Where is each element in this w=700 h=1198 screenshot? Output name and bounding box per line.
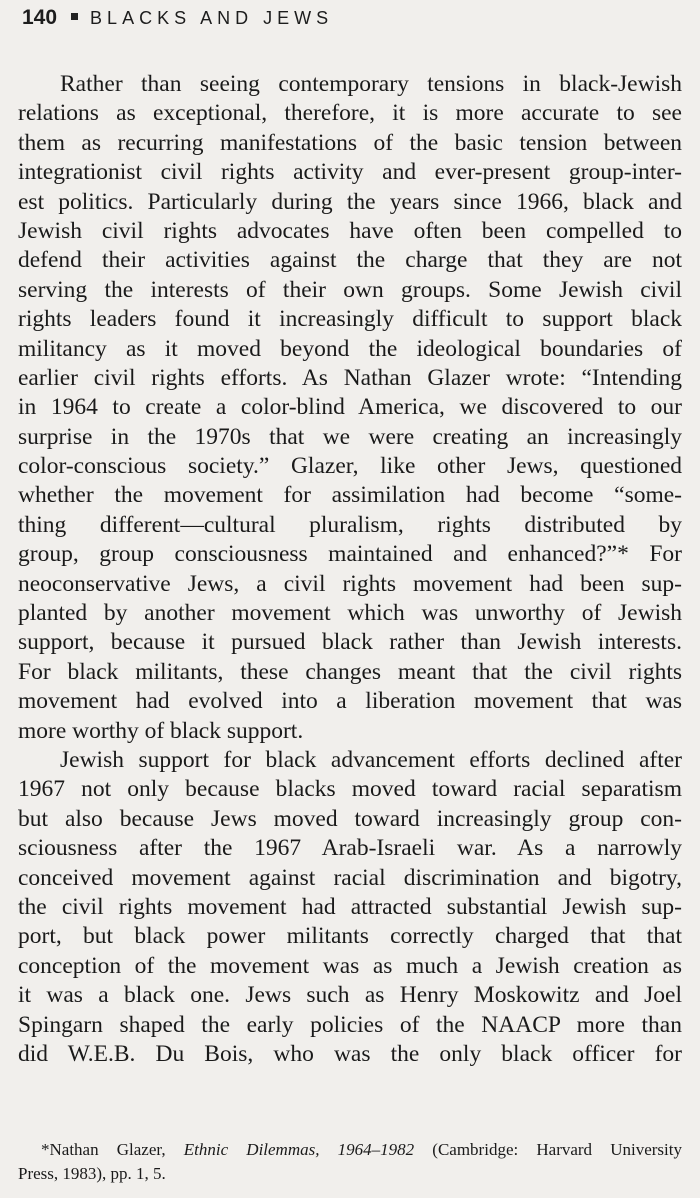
text-line: militancy as it moved beyond the ideological boundaries of [18,335,682,362]
text-line: color-conscious society.” Glazer, like other Jews, questioned [18,453,682,480]
text-line: est politics. Particularly during the years since 1966, black and [18,188,682,215]
text-line: integrationist civil rights activity and ever-present group-inter- [18,159,682,186]
body-text [18,70,682,1069]
text-line: planted by another movement which was unworthy of Jewish [18,600,682,627]
text-line: the civil rights movement had attracted substantial Jewish sup- [18,893,682,920]
square-bullet-icon [71,13,78,20]
text-line: whether the movement for assimilation had become “some- [18,482,682,509]
text-line: Spingarn shaped the early policies of the NAACP more than [18,1011,682,1038]
text-line: neoconservative Jews, a civil rights movement had been sup- [18,570,682,597]
text-line: more worthy of black support. [18,717,304,744]
text-line: thing different—cultural pluralism, rights distributed by [18,511,682,538]
text-line: but also because Jews moved toward increasingly group con- [18,805,682,832]
text-line: it was a black one. Jews such as Henry Moskowitz and Joel [18,982,682,1009]
footnote-line: Press, 1983), pp. 1, 5. [18,1164,166,1183]
running-head [22,6,333,30]
text-line: For black militants, these changes meant that the civil rights [18,658,682,685]
text-line: serving the interests of their own groups. Some Jewish civil [18,276,682,303]
footnote-citation-publisher: (Cambridge: Harvard University [414,1140,682,1159]
text-line: movement had evolved into a liberation movement that was [18,688,682,715]
text-line: earlier civil rights efforts. As Nathan Glazer wrote: “Intending [18,364,682,391]
text-line: rights leaders found it increasingly difficult to support black [18,306,682,333]
text-line: them as recurring manifestations of the basic tension between [18,129,682,156]
text-line: conceived movement against racial discrimination and bigotry, [18,864,682,891]
text-line: defend their activities against the charge that they are not [18,247,682,274]
text-line: conception of the movement was as much a Jewish creation as [18,952,682,979]
text-line: Rather than seeing contemporary tensions in black-Jewish [60,71,682,97]
text-line: in 1964 to create a color-blind America, we discovered to our [18,394,682,421]
running-title: BLACKS AND JEWS [90,8,334,28]
footnote-book-title: Ethnic Dilemmas, 1964–1982 [183,1140,415,1159]
text-line: support, because it pursued black rather than Jewish interests. [18,629,682,656]
text-line: did W.E.B. Du Bois, who was the only black officer for [18,1040,682,1067]
page-number: 140 [22,6,58,29]
footnote-line [18,1138,682,1162]
text-line: group, group consciousness maintained and enhanced?”* For [18,541,682,568]
text-line: surprise in the 1970s that we were creating an increasingly [18,423,682,450]
text-line: relations as exceptional, therefore, it is more accurate to see [18,100,682,127]
footnote-citation-start: *Nathan Glazer, [41,1140,184,1159]
text-line: Jewish civil rights advocates have often been compelled to [18,217,682,244]
footnote [18,1138,682,1186]
text-line: Jewish support for black advancement efforts declined after [60,746,682,773]
text-line: 1967 not only because blacks moved toward racial separatism [18,776,682,803]
text-line: port, but black power militants correctly charged that that [18,923,682,950]
text-line: sciousness after the 1967 Arab-Israeli war. As a narrowly [18,835,682,862]
